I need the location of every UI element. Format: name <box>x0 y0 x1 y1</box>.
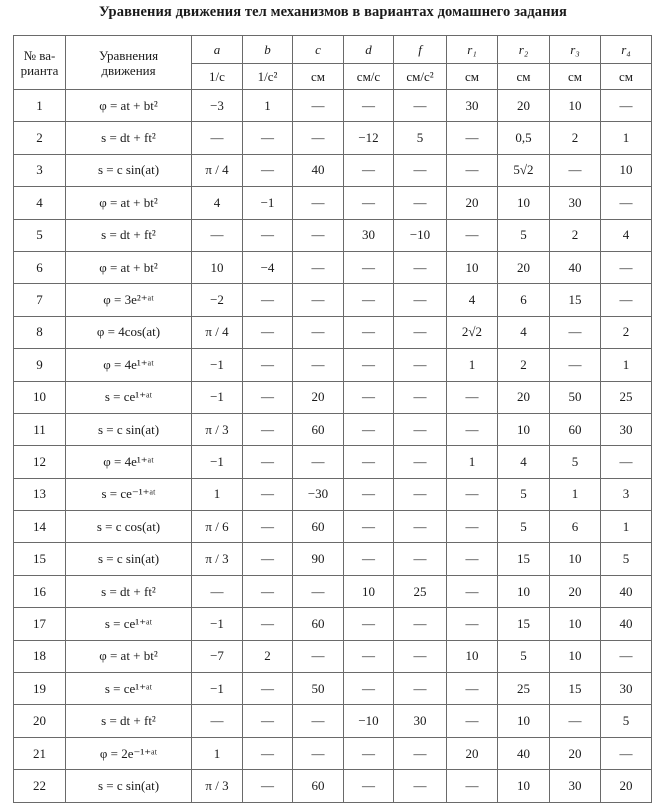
param-value: 15 <box>550 284 601 316</box>
variant-number: 4 <box>14 187 66 219</box>
variant-number: 19 <box>14 673 66 705</box>
param-value: — <box>243 511 293 543</box>
table-row <box>14 316 652 348</box>
motion-equation: φ = at + bt² <box>66 251 192 283</box>
param-value: 60 <box>293 413 344 445</box>
header-equation: Уравнения движения <box>66 36 192 90</box>
param-value: 5 <box>498 219 550 251</box>
param-value: −30 <box>293 478 344 510</box>
param-value: 10 <box>550 608 601 640</box>
param-value: 5 <box>394 122 447 154</box>
variant-number: 17 <box>14 608 66 640</box>
param-value: 6 <box>550 511 601 543</box>
param-value: — <box>344 413 394 445</box>
param-value: 30 <box>601 413 652 445</box>
param-value: — <box>192 122 243 154</box>
param-value: — <box>243 284 293 316</box>
param-value: — <box>601 90 652 122</box>
param-value: −3 <box>192 90 243 122</box>
motion-equation: φ = at + bt² <box>66 640 192 672</box>
table-row <box>14 770 652 802</box>
table-row <box>14 511 652 543</box>
variant-number: 1 <box>14 90 66 122</box>
param-value: — <box>601 446 652 478</box>
param-value: — <box>447 673 498 705</box>
variant-number: 11 <box>14 413 66 445</box>
param-value: 50 <box>550 381 601 413</box>
param-value: π / 4 <box>192 316 243 348</box>
param-value: 30 <box>447 90 498 122</box>
param-value: — <box>344 770 394 802</box>
header-symbol: c <box>293 36 344 64</box>
param-value: 15 <box>498 543 550 575</box>
header-unit: см <box>293 64 344 90</box>
param-value: π / 3 <box>192 543 243 575</box>
param-value: — <box>447 770 498 802</box>
motion-equation: s = c sin(at) <box>66 770 192 802</box>
motion-equation: φ = at + bt² <box>66 90 192 122</box>
variant-number: 7 <box>14 284 66 316</box>
motion-equation: s = ce⁻¹⁺ᵃᵗ <box>66 478 192 510</box>
param-value: π / 3 <box>192 413 243 445</box>
motion-equation: s = ce¹⁺ᵃᵗ <box>66 673 192 705</box>
header-unit: см/с² <box>394 64 447 90</box>
motion-equation: s = dt + ft² <box>66 705 192 737</box>
param-value: — <box>394 187 447 219</box>
param-value: 1 <box>447 446 498 478</box>
param-value: 2 <box>550 219 601 251</box>
param-value: −10 <box>394 219 447 251</box>
param-value: 4 <box>447 284 498 316</box>
variant-number: 13 <box>14 478 66 510</box>
param-value: 20 <box>447 187 498 219</box>
param-value: 2√2 <box>447 316 498 348</box>
param-value: — <box>447 122 498 154</box>
param-value: — <box>394 640 447 672</box>
param-value: 10 <box>498 413 550 445</box>
table-row <box>14 673 652 705</box>
variant-number: 10 <box>14 381 66 413</box>
motion-equation: φ = 4e¹⁺ᵃᵗ <box>66 446 192 478</box>
param-value: 2 <box>243 640 293 672</box>
param-value: — <box>447 705 498 737</box>
variant-number: 3 <box>14 154 66 186</box>
param-value: −2 <box>192 284 243 316</box>
page-title: Уравнения движения тел механизмов в вариантах домашнего задания <box>99 4 567 20</box>
param-value: 20 <box>601 770 652 802</box>
table-row <box>14 251 652 283</box>
param-value: π / 4 <box>192 154 243 186</box>
param-value: — <box>394 737 447 769</box>
param-value: −1 <box>192 381 243 413</box>
param-value: 20 <box>293 381 344 413</box>
variant-number: 8 <box>14 316 66 348</box>
motion-equation: s = c sin(at) <box>66 413 192 445</box>
header-symbol: a <box>192 36 243 64</box>
param-value: −1 <box>192 446 243 478</box>
param-value: 60 <box>293 608 344 640</box>
param-value: 20 <box>550 737 601 769</box>
param-value: — <box>293 446 344 478</box>
param-value: 30 <box>601 673 652 705</box>
param-value: — <box>394 673 447 705</box>
motion-equation: s = dt + ft² <box>66 575 192 607</box>
param-value: — <box>601 251 652 283</box>
param-value: — <box>293 251 344 283</box>
param-value: — <box>394 543 447 575</box>
param-value: — <box>550 349 601 381</box>
param-value: 1 <box>601 349 652 381</box>
variant-number: 14 <box>14 511 66 543</box>
param-value: 0,5 <box>498 122 550 154</box>
table-row <box>14 640 652 672</box>
param-value: 6 <box>498 284 550 316</box>
param-value: 1 <box>550 478 601 510</box>
header-symbol: b <box>243 36 293 64</box>
param-value: — <box>447 413 498 445</box>
param-value: — <box>394 770 447 802</box>
header-variant: № ва- рианта <box>14 36 66 90</box>
param-value: 50 <box>293 673 344 705</box>
motion-equation: s = ce¹⁺ᵃᵗ <box>66 381 192 413</box>
header-unit: см/с <box>344 64 394 90</box>
param-value: — <box>394 608 447 640</box>
param-value: 10 <box>498 187 550 219</box>
param-value: 1 <box>192 737 243 769</box>
param-value: — <box>344 154 394 186</box>
table-row <box>14 478 652 510</box>
param-value: 60 <box>293 770 344 802</box>
table-row <box>14 381 652 413</box>
param-value: — <box>394 413 447 445</box>
variant-number: 9 <box>14 349 66 381</box>
param-value: 10 <box>498 770 550 802</box>
motion-equation: s = c sin(at) <box>66 543 192 575</box>
param-value: 15 <box>550 673 601 705</box>
param-value: 20 <box>498 90 550 122</box>
param-value: — <box>243 349 293 381</box>
param-value: — <box>447 608 498 640</box>
variants-table <box>13 35 652 803</box>
motion-equation: φ = 3e²⁺ᵃᵗ <box>66 284 192 316</box>
table-row <box>14 284 652 316</box>
variant-number: 12 <box>14 446 66 478</box>
param-value: 30 <box>344 219 394 251</box>
table-row <box>14 413 652 445</box>
table-row <box>14 705 652 737</box>
param-value: — <box>344 381 394 413</box>
param-value: — <box>344 608 394 640</box>
param-value: 1 <box>601 122 652 154</box>
param-value: — <box>394 446 447 478</box>
param-value: 30 <box>550 187 601 219</box>
variant-number: 15 <box>14 543 66 575</box>
param-value: 20 <box>447 737 498 769</box>
header-symbol: r₄ <box>601 36 652 64</box>
motion-equation: s = dt + ft² <box>66 122 192 154</box>
param-value: 10 <box>550 640 601 672</box>
param-value: 25 <box>601 381 652 413</box>
table-row <box>14 219 652 251</box>
param-value: 10 <box>447 251 498 283</box>
param-value: — <box>293 219 344 251</box>
param-value: — <box>243 478 293 510</box>
param-value: — <box>447 478 498 510</box>
param-value: 10 <box>601 154 652 186</box>
param-value: — <box>344 349 394 381</box>
table-row <box>14 122 652 154</box>
param-value: 1 <box>601 511 652 543</box>
header-symbol: r₃ <box>550 36 601 64</box>
header-symbol: d <box>344 36 394 64</box>
param-value: 25 <box>498 673 550 705</box>
param-value: 5 <box>498 511 550 543</box>
param-value: — <box>394 381 447 413</box>
param-value: 5√2 <box>498 154 550 186</box>
param-value: — <box>293 640 344 672</box>
param-value: — <box>243 122 293 154</box>
param-value: — <box>293 122 344 154</box>
param-value: 2 <box>601 316 652 348</box>
param-value: 1 <box>243 90 293 122</box>
param-value: — <box>243 316 293 348</box>
param-value: −12 <box>344 122 394 154</box>
param-value: — <box>447 381 498 413</box>
variant-number: 5 <box>14 219 66 251</box>
variant-number: 2 <box>14 122 66 154</box>
param-value: — <box>447 575 498 607</box>
param-value: — <box>601 737 652 769</box>
param-value: π / 3 <box>192 770 243 802</box>
param-value: — <box>243 673 293 705</box>
param-value: — <box>243 381 293 413</box>
param-value: — <box>550 154 601 186</box>
param-value: — <box>344 187 394 219</box>
param-value: 10 <box>550 90 601 122</box>
param-value: — <box>344 316 394 348</box>
motion-equation: φ = 4cos(at) <box>66 316 192 348</box>
param-value: — <box>447 154 498 186</box>
param-value: — <box>293 737 344 769</box>
param-value: — <box>344 284 394 316</box>
param-value: 4 <box>498 316 550 348</box>
param-value: — <box>243 219 293 251</box>
param-value: — <box>394 154 447 186</box>
motion-equation: φ = at + bt² <box>66 187 192 219</box>
param-value: — <box>243 413 293 445</box>
param-value: 40 <box>550 251 601 283</box>
param-value: — <box>394 511 447 543</box>
param-value: 10 <box>550 543 601 575</box>
header-row-symbols <box>14 36 652 64</box>
param-value: 10 <box>344 575 394 607</box>
param-value: — <box>293 284 344 316</box>
param-value: 15 <box>498 608 550 640</box>
param-value: 60 <box>550 413 601 445</box>
param-value: 60 <box>293 511 344 543</box>
param-value: 4 <box>498 446 550 478</box>
motion-equation: φ = 4e¹⁺ᵃᵗ <box>66 349 192 381</box>
param-value: — <box>293 705 344 737</box>
param-value: — <box>344 737 394 769</box>
param-value: — <box>601 284 652 316</box>
param-value: 5 <box>498 640 550 672</box>
motion-equation: s = c cos(at) <box>66 511 192 543</box>
table-row <box>14 446 652 478</box>
param-value: 1 <box>192 478 243 510</box>
param-value: 30 <box>394 705 447 737</box>
param-value: π / 6 <box>192 511 243 543</box>
table-row <box>14 154 652 186</box>
variant-number: 16 <box>14 575 66 607</box>
variant-number: 18 <box>14 640 66 672</box>
motion-equation: s = c sin(at) <box>66 154 192 186</box>
param-value: 1 <box>447 349 498 381</box>
param-value: — <box>550 705 601 737</box>
header-symbol: f <box>394 36 447 64</box>
header-unit: см <box>550 64 601 90</box>
param-value: — <box>344 446 394 478</box>
motion-equation: s = ce¹⁺ᵃᵗ <box>66 608 192 640</box>
param-value: 4 <box>192 187 243 219</box>
param-value: 20 <box>550 575 601 607</box>
param-value: 5 <box>550 446 601 478</box>
param-value: 90 <box>293 543 344 575</box>
param-value: — <box>394 90 447 122</box>
param-value: 30 <box>550 770 601 802</box>
variant-number: 20 <box>14 705 66 737</box>
param-value: — <box>243 705 293 737</box>
param-value: 20 <box>498 251 550 283</box>
param-value: −1 <box>243 187 293 219</box>
table-row <box>14 90 652 122</box>
table-row <box>14 543 652 575</box>
param-value: — <box>344 543 394 575</box>
header-unit: 1/с <box>192 64 243 90</box>
param-value: — <box>243 770 293 802</box>
param-value: 40 <box>601 608 652 640</box>
param-value: 20 <box>498 381 550 413</box>
param-value: 3 <box>601 478 652 510</box>
param-value: — <box>192 575 243 607</box>
motion-equation: s = dt + ft² <box>66 219 192 251</box>
param-value: −1 <box>192 673 243 705</box>
param-value: — <box>293 349 344 381</box>
param-value: — <box>243 608 293 640</box>
param-value: — <box>344 640 394 672</box>
param-value: 10 <box>498 575 550 607</box>
param-value: 40 <box>601 575 652 607</box>
param-value: — <box>293 316 344 348</box>
param-value: — <box>192 705 243 737</box>
param-value: — <box>293 90 344 122</box>
param-value: — <box>344 478 394 510</box>
param-value: 40 <box>293 154 344 186</box>
param-value: — <box>394 478 447 510</box>
table-row <box>14 608 652 640</box>
table-row <box>14 737 652 769</box>
param-value: — <box>344 90 394 122</box>
param-value: — <box>601 187 652 219</box>
motion-equation: φ = 2e⁻¹⁺ᵃᵗ <box>66 737 192 769</box>
param-value: −1 <box>192 349 243 381</box>
param-value: — <box>344 251 394 283</box>
param-value: — <box>243 543 293 575</box>
param-value: — <box>293 575 344 607</box>
param-value: 25 <box>394 575 447 607</box>
table-row <box>14 349 652 381</box>
param-value: 10 <box>447 640 498 672</box>
variant-number: 6 <box>14 251 66 283</box>
param-value: — <box>394 284 447 316</box>
header-unit: 1/с² <box>243 64 293 90</box>
param-value: — <box>394 349 447 381</box>
param-value: 10 <box>498 705 550 737</box>
param-value: — <box>243 154 293 186</box>
table-row <box>14 575 652 607</box>
variant-number: 22 <box>14 770 66 802</box>
param-value: — <box>344 511 394 543</box>
header-unit: см <box>498 64 550 90</box>
param-value: — <box>394 251 447 283</box>
param-value: — <box>192 219 243 251</box>
header-symbol: r₂ <box>498 36 550 64</box>
param-value: 5 <box>498 478 550 510</box>
header-unit: см <box>447 64 498 90</box>
param-value: — <box>394 316 447 348</box>
param-value: −1 <box>192 608 243 640</box>
param-value: — <box>344 673 394 705</box>
param-value: 40 <box>498 737 550 769</box>
param-value: — <box>293 187 344 219</box>
param-value: — <box>243 575 293 607</box>
param-value: — <box>550 316 601 348</box>
param-value: — <box>243 446 293 478</box>
param-value: 2 <box>550 122 601 154</box>
header-symbol: r₁ <box>447 36 498 64</box>
param-value: — <box>447 219 498 251</box>
param-value: −7 <box>192 640 243 672</box>
param-value: 5 <box>601 705 652 737</box>
param-value: — <box>447 543 498 575</box>
param-value: — <box>447 511 498 543</box>
param-value: −4 <box>243 251 293 283</box>
header-unit: см <box>601 64 652 90</box>
param-value: — <box>601 640 652 672</box>
param-value: 4 <box>601 219 652 251</box>
param-value: — <box>243 737 293 769</box>
param-value: 10 <box>192 251 243 283</box>
param-value: 5 <box>601 543 652 575</box>
variant-number: 21 <box>14 737 66 769</box>
param-value: −10 <box>344 705 394 737</box>
table-body <box>14 90 652 803</box>
param-value: 2 <box>498 349 550 381</box>
table-row <box>14 187 652 219</box>
